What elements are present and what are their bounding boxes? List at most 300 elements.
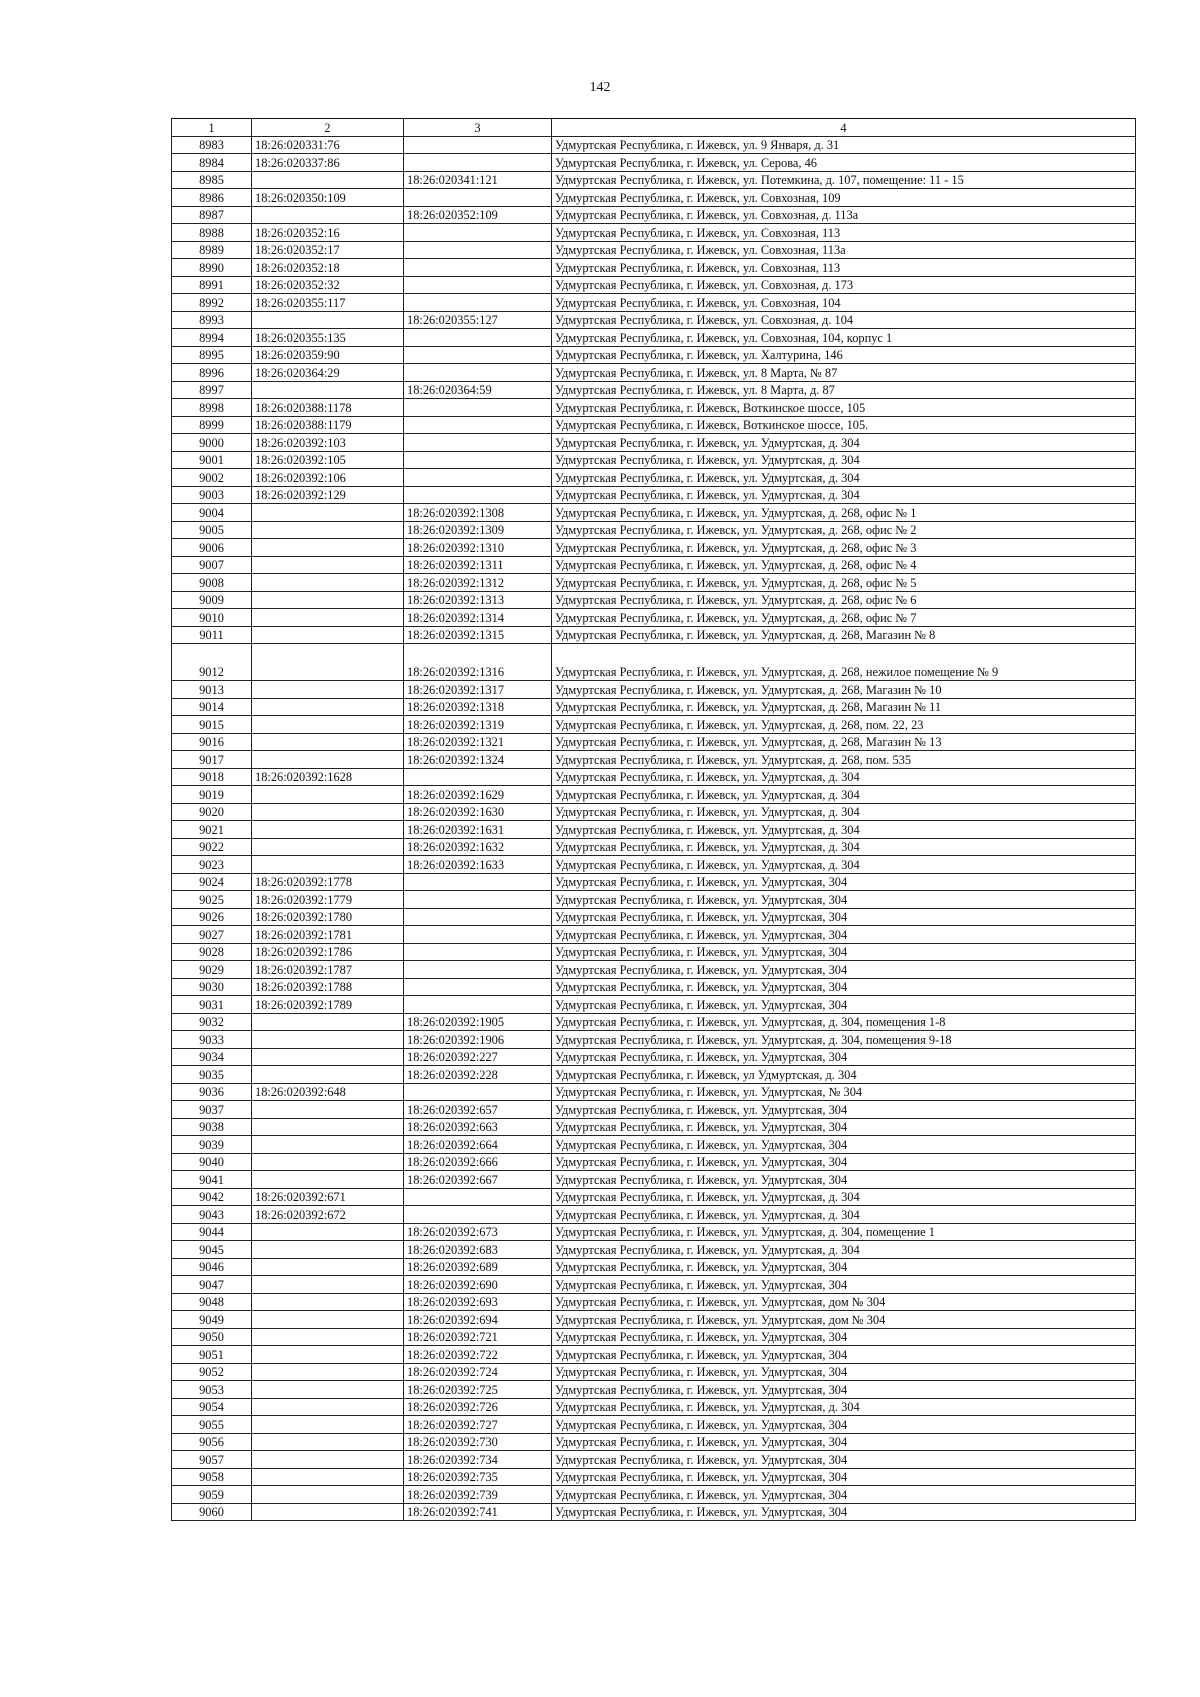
land-cadastral-number-cell: 18:26:020392:106 [252, 469, 404, 487]
row-number-cell: 8984 [172, 154, 252, 172]
table-row [172, 1398, 1136, 1416]
table-row [172, 1066, 1136, 1084]
building-cadastral-number-cell: 18:26:020392:663 [404, 1118, 552, 1136]
row-number-cell: 9023 [172, 856, 252, 874]
building-cadastral-number-cell: 18:26:020392:1315 [404, 626, 552, 644]
land-cadastral-number-cell: 18:26:020392:1779 [252, 891, 404, 909]
building-cadastral-number-cell [404, 996, 552, 1014]
land-cadastral-number-cell [252, 1153, 404, 1171]
table-row [172, 1293, 1136, 1311]
address-cell: Удмуртская Республика, г. Ижевск, ул. Удмуртская, д. 268, Магазин № 11 [552, 698, 1136, 716]
property-registry-table [171, 118, 1136, 1521]
land-cadastral-number-cell: 18:26:020392:1787 [252, 961, 404, 979]
land-cadastral-number-cell: 18:26:020392:1789 [252, 996, 404, 1014]
row-number-cell: 8990 [172, 259, 252, 277]
land-cadastral-number-cell [252, 1433, 404, 1451]
land-cadastral-number-cell [252, 644, 404, 681]
building-cadastral-number-cell [404, 224, 552, 242]
land-cadastral-number-cell [252, 1171, 404, 1189]
address-cell: Удмуртская Республика, г. Ижевск, ул. Удмуртская, дом № 304 [552, 1311, 1136, 1329]
table-row [172, 856, 1136, 874]
table-row [172, 1031, 1136, 1049]
row-number-cell: 9056 [172, 1433, 252, 1451]
address-cell: Удмуртская Республика, г. Ижевск, ул. Удмуртская, д. 268, пом. 535 [552, 751, 1136, 769]
address-cell: Удмуртская Республика, г. Ижевск, ул. Удмуртская, 304 [552, 1101, 1136, 1119]
land-cadastral-number-cell [252, 311, 404, 329]
table-row [172, 1241, 1136, 1259]
row-number-cell: 9035 [172, 1066, 252, 1084]
address-cell: Удмуртская Республика, г. Ижевск, ул. Удмуртская, 304 [552, 1153, 1136, 1171]
address-cell: Удмуртская Республика, г. Ижевск, ул. Удмуртская, 304 [552, 1276, 1136, 1294]
building-cadastral-number-cell: 18:26:020355:127 [404, 311, 552, 329]
address-cell: Удмуртская Республика, г. Ижевск, ул. Удмуртская, д. 304 [552, 856, 1136, 874]
land-cadastral-number-cell [252, 626, 404, 644]
land-cadastral-number-cell [252, 1048, 404, 1066]
table-row [172, 1223, 1136, 1241]
building-cadastral-number-cell: 18:26:020392:689 [404, 1258, 552, 1276]
building-cadastral-number-cell: 18:26:020392:667 [404, 1171, 552, 1189]
land-cadastral-number-cell: 18:26:020337:86 [252, 154, 404, 172]
land-cadastral-number-cell: 18:26:020388:1179 [252, 416, 404, 434]
land-cadastral-number-cell [252, 1066, 404, 1084]
row-number-cell: 9046 [172, 1258, 252, 1276]
building-cadastral-number-cell: 18:26:020392:1308 [404, 504, 552, 522]
row-number-cell: 9039 [172, 1136, 252, 1154]
table-row [172, 803, 1136, 821]
row-number-cell: 9017 [172, 751, 252, 769]
row-number-cell: 9040 [172, 1153, 252, 1171]
building-cadastral-number-cell: 18:26:020392:1318 [404, 698, 552, 716]
land-cadastral-number-cell [252, 1118, 404, 1136]
building-cadastral-number-cell [404, 259, 552, 277]
building-cadastral-number-cell [404, 469, 552, 487]
building-cadastral-number-cell: 18:26:020392:673 [404, 1223, 552, 1241]
table-row [172, 416, 1136, 434]
building-cadastral-number-cell [404, 154, 552, 172]
address-cell: Удмуртская Республика, г. Ижевск, ул. Удмуртская, д. 268, Магазин № 13 [552, 733, 1136, 751]
address-cell: Удмуртская Республика, г. Ижевск, ул. Удмуртская, 304 [552, 873, 1136, 891]
address-cell: Удмуртская Республика, г. Ижевск, ул. Совхозная, 104 [552, 294, 1136, 312]
building-cadastral-number-cell: 18:26:020392:1905 [404, 1013, 552, 1031]
row-number-cell: 9049 [172, 1311, 252, 1329]
row-number-cell: 9016 [172, 733, 252, 751]
row-number-cell: 9047 [172, 1276, 252, 1294]
building-cadastral-number-cell: 18:26:020392:1316 [404, 644, 552, 681]
building-cadastral-number-cell: 18:26:020392:1309 [404, 521, 552, 539]
land-cadastral-number-cell: 18:26:020355:135 [252, 329, 404, 347]
building-cadastral-number-cell: 18:26:020392:734 [404, 1451, 552, 1469]
table-row [172, 1048, 1136, 1066]
building-cadastral-number-cell: 18:26:020392:693 [404, 1293, 552, 1311]
land-cadastral-number-cell [252, 1223, 404, 1241]
address-cell: Удмуртская Республика, г. Ижевск, ул. Халтурина, 146 [552, 346, 1136, 364]
address-cell: Удмуртская Республика, г. Ижевск, ул. Удмуртская, д. 268, нежилое помещение № 9 [552, 644, 1136, 681]
building-cadastral-number-cell: 18:26:020392:1319 [404, 716, 552, 734]
row-number-cell: 9043 [172, 1206, 252, 1224]
address-cell: Удмуртская Республика, г. Ижевск, ул. Удмуртская, 304 [552, 1136, 1136, 1154]
land-cadastral-number-cell: 18:26:020364:29 [252, 364, 404, 382]
building-cadastral-number-cell: 18:26:020392:1317 [404, 681, 552, 699]
building-cadastral-number-cell: 18:26:020392:724 [404, 1363, 552, 1381]
address-cell: Удмуртская Республика, г. Ижевск, ул. Совхозная, 113 [552, 224, 1136, 242]
building-cadastral-number-cell [404, 346, 552, 364]
land-cadastral-number-cell: 18:26:020392:129 [252, 486, 404, 504]
land-cadastral-number-cell [252, 591, 404, 609]
address-cell: Удмуртская Республика, г. Ижевск, ул. Удмуртская, д. 268, офис № 4 [552, 556, 1136, 574]
table-row [172, 1328, 1136, 1346]
building-cadastral-number-cell: 18:26:020392:726 [404, 1398, 552, 1416]
address-cell: Удмуртская Республика, г. Ижевск, ул. Удмуртская, д. 304 [552, 1188, 1136, 1206]
building-cadastral-number-cell [404, 276, 552, 294]
column-header-1: 1 [172, 119, 252, 137]
building-cadastral-number-cell: 18:26:020392:1633 [404, 856, 552, 874]
address-cell: Удмуртская Республика, г. Ижевск, ул. Удмуртская, 304 [552, 943, 1136, 961]
building-cadastral-number-cell [404, 908, 552, 926]
row-number-cell: 8997 [172, 381, 252, 399]
row-number-cell: 9027 [172, 926, 252, 944]
land-cadastral-number-cell: 18:26:020352:17 [252, 241, 404, 259]
row-number-cell: 9015 [172, 716, 252, 734]
table-row [172, 154, 1136, 172]
row-number-cell: 9011 [172, 626, 252, 644]
table-row [172, 1346, 1136, 1364]
address-cell: Удмуртская Республика, г. Ижевск, ул. Удмуртская, д. 268, офис № 7 [552, 609, 1136, 627]
row-number-cell: 8992 [172, 294, 252, 312]
table-row [172, 609, 1136, 627]
row-number-cell: 9059 [172, 1486, 252, 1504]
building-cadastral-number-cell: 18:26:020392:741 [404, 1503, 552, 1521]
land-cadastral-number-cell [252, 1311, 404, 1329]
address-cell: Удмуртская Республика, г. Ижевск, ул. Удмуртская, 304 [552, 1381, 1136, 1399]
address-cell: Удмуртская Республика, г. Ижевск, ул. Удмуртская, д. 304, помещения 9-18 [552, 1031, 1136, 1049]
row-number-cell: 9060 [172, 1503, 252, 1521]
address-cell: Удмуртская Республика, г. Ижевск, ул. Совхозная, д. 173 [552, 276, 1136, 294]
land-cadastral-number-cell [252, 504, 404, 522]
row-number-cell: 9055 [172, 1416, 252, 1434]
address-cell: Удмуртская Республика, г. Ижевск, ул. Удмуртская, д. 304 [552, 486, 1136, 504]
address-cell: Удмуртская Республика, г. Ижевск, ул. Удмуртская, д. 268, Магазин № 8 [552, 626, 1136, 644]
address-cell: Удмуртская Республика, г. Ижевск, ул. Удмуртская, 304 [552, 1503, 1136, 1521]
building-cadastral-number-cell: 18:26:020392:228 [404, 1066, 552, 1084]
row-number-cell: 9014 [172, 698, 252, 716]
table-row [172, 978, 1136, 996]
table-row [172, 821, 1136, 839]
row-number-cell: 9042 [172, 1188, 252, 1206]
table-row [172, 1206, 1136, 1224]
building-cadastral-number-cell [404, 1083, 552, 1101]
row-number-cell: 9044 [172, 1223, 252, 1241]
page-number: 142 [589, 80, 611, 95]
row-number-cell: 8987 [172, 206, 252, 224]
row-number-cell: 9003 [172, 486, 252, 504]
address-cell: Удмуртская Республика, г. Ижевск, ул. Удмуртская, 304 [552, 978, 1136, 996]
land-cadastral-number-cell [252, 381, 404, 399]
table-row [172, 1136, 1136, 1154]
table-row [172, 1188, 1136, 1206]
land-cadastral-number-cell [252, 1031, 404, 1049]
land-cadastral-number-cell [252, 1013, 404, 1031]
row-number-cell: 9010 [172, 609, 252, 627]
address-cell: Удмуртская Республика, г. Ижевск, ул. Удмуртская, д. 304 [552, 451, 1136, 469]
address-cell: Удмуртская Республика, г. Ижевск, ул. Удмуртская, д. 268, офис № 3 [552, 539, 1136, 557]
building-cadastral-number-cell [404, 294, 552, 312]
land-cadastral-number-cell [252, 1346, 404, 1364]
address-cell: Удмуртская Республика, г. Ижевск, ул. Совхозная, 113 [552, 259, 1136, 277]
building-cadastral-number-cell [404, 451, 552, 469]
table-header [172, 119, 1136, 137]
table-row [172, 943, 1136, 961]
row-number-cell: 9032 [172, 1013, 252, 1031]
address-cell: Удмуртская Республика, г. Ижевск, ул. Удмуртская, д. 304, помещение 1 [552, 1223, 1136, 1241]
building-cadastral-number-cell [404, 1188, 552, 1206]
row-number-cell: 9002 [172, 469, 252, 487]
row-number-cell: 8983 [172, 136, 252, 154]
land-cadastral-number-cell: 18:26:020352:32 [252, 276, 404, 294]
building-cadastral-number-cell [404, 873, 552, 891]
address-cell: Удмуртская Республика, г. Ижевск, ул. Удмуртская, 304 [552, 1468, 1136, 1486]
table-row [172, 276, 1136, 294]
address-cell: Удмуртская Республика, г. Ижевск, ул. Удмуртская, 304 [552, 926, 1136, 944]
land-cadastral-number-cell: 18:26:020350:109 [252, 189, 404, 207]
building-cadastral-number-cell [404, 241, 552, 259]
table-row [172, 733, 1136, 751]
address-cell: Удмуртская Республика, г. Ижевск, ул. Удмуртская, 304 [552, 1118, 1136, 1136]
building-cadastral-number-cell: 18:26:020392:1310 [404, 539, 552, 557]
building-cadastral-number-cell: 18:26:020392:739 [404, 1486, 552, 1504]
table-row [172, 486, 1136, 504]
building-cadastral-number-cell: 18:26:020392:664 [404, 1136, 552, 1154]
land-cadastral-number-cell [252, 556, 404, 574]
address-cell: Удмуртская Республика, г. Ижевск, ул. Удмуртская, 304 [552, 961, 1136, 979]
table-row [172, 259, 1136, 277]
building-cadastral-number-cell [404, 364, 552, 382]
building-cadastral-number-cell: 18:26:020392:1321 [404, 733, 552, 751]
row-number-cell: 9006 [172, 539, 252, 557]
row-number-cell: 8986 [172, 189, 252, 207]
building-cadastral-number-cell: 18:26:020392:721 [404, 1328, 552, 1346]
table-row [172, 224, 1136, 242]
table-row [172, 1416, 1136, 1434]
table-row [172, 364, 1136, 382]
land-cadastral-number-cell [252, 574, 404, 592]
row-number-cell: 9034 [172, 1048, 252, 1066]
land-cadastral-number-cell [252, 803, 404, 821]
address-cell: Удмуртская Республика, г. Ижевск, ул. Удмуртская, д. 304 [552, 838, 1136, 856]
building-cadastral-number-cell: 18:26:020392:725 [404, 1381, 552, 1399]
land-cadastral-number-cell [252, 1416, 404, 1434]
table-row [172, 1468, 1136, 1486]
building-cadastral-number-cell: 18:26:020392:657 [404, 1101, 552, 1119]
column-header-4: 4 [552, 119, 1136, 137]
row-number-cell: 9048 [172, 1293, 252, 1311]
row-number-cell: 9054 [172, 1398, 252, 1416]
row-number-cell: 9009 [172, 591, 252, 609]
row-number-cell: 9020 [172, 803, 252, 821]
row-number-cell: 9052 [172, 1363, 252, 1381]
address-cell: Удмуртская Республика, г. Ижевск, ул. Совхозная, 113а [552, 241, 1136, 259]
table-row [172, 171, 1136, 189]
address-cell: Удмуртская Республика, г. Ижевск, ул. Совхозная, 104, корпус 1 [552, 329, 1136, 347]
building-cadastral-number-cell [404, 486, 552, 504]
address-cell: Удмуртская Республика, г. Ижевск, ул. Удмуртская, д. 268, офис № 2 [552, 521, 1136, 539]
building-cadastral-number-cell: 18:26:020364:59 [404, 381, 552, 399]
table-row [172, 574, 1136, 592]
address-cell: Удмуртская Республика, г. Ижевск, Воткинское шоссе, 105. [552, 416, 1136, 434]
table-row [172, 1503, 1136, 1521]
land-cadastral-number-cell: 18:26:020352:16 [252, 224, 404, 242]
table-row [172, 1013, 1136, 1031]
land-cadastral-number-cell [252, 1468, 404, 1486]
address-cell: Удмуртская Республика, г. Ижевск, ул. Удмуртская, 304 [552, 996, 1136, 1014]
address-cell: Удмуртская Республика, г. Ижевск, ул. Удмуртская, 304 [552, 1346, 1136, 1364]
column-header-3: 3 [404, 119, 552, 137]
table-row [172, 838, 1136, 856]
table-row [172, 873, 1136, 891]
row-number-cell: 9007 [172, 556, 252, 574]
table-row [172, 1153, 1136, 1171]
land-cadastral-number-cell: 18:26:020331:76 [252, 136, 404, 154]
land-cadastral-number-cell [252, 1293, 404, 1311]
building-cadastral-number-cell [404, 416, 552, 434]
row-number-cell: 9037 [172, 1101, 252, 1119]
table-row [172, 1311, 1136, 1329]
row-number-cell: 8985 [172, 171, 252, 189]
row-number-cell: 9000 [172, 434, 252, 452]
row-number-cell: 9033 [172, 1031, 252, 1049]
land-cadastral-number-cell: 18:26:020392:1781 [252, 926, 404, 944]
table-row [172, 1433, 1136, 1451]
building-cadastral-number-cell [404, 189, 552, 207]
row-number-cell: 8998 [172, 399, 252, 417]
address-cell: Удмуртская Республика, г. Ижевск, ул. 8 Марта, д. 87 [552, 381, 1136, 399]
table-row [172, 136, 1136, 154]
table-row [172, 1381, 1136, 1399]
land-cadastral-number-cell [252, 539, 404, 557]
row-number-cell: 8989 [172, 241, 252, 259]
address-cell: Удмуртская Республика, г. Ижевск, ул. Удмуртская, 304 [552, 891, 1136, 909]
building-cadastral-number-cell: 18:26:020392:1629 [404, 786, 552, 804]
address-cell: Удмуртская Республика, г. Ижевск, ул. Удмуртская, 304 [552, 1328, 1136, 1346]
address-cell: Удмуртская Республика, г. Ижевск, ул. Удмуртская, д. 304 [552, 434, 1136, 452]
address-cell: Удмуртская Республика, г. Ижевск, Воткинское шоссе, 105 [552, 399, 1136, 417]
table-row [172, 434, 1136, 452]
table-row [172, 294, 1136, 312]
land-cadastral-number-cell [252, 206, 404, 224]
land-cadastral-number-cell [252, 1328, 404, 1346]
table-body [172, 136, 1136, 1521]
land-cadastral-number-cell [252, 1451, 404, 1469]
land-cadastral-number-cell [252, 1136, 404, 1154]
row-number-cell: 9012 [172, 644, 252, 681]
building-cadastral-number-cell: 18:26:020392:690 [404, 1276, 552, 1294]
row-number-cell: 9038 [172, 1118, 252, 1136]
address-cell: Удмуртская Республика, г. Ижевск, ул. Удмуртская, д. 304 [552, 768, 1136, 786]
table-row [172, 891, 1136, 909]
table-row [172, 1486, 1136, 1504]
address-cell: Удмуртская Республика, г. Ижевск, ул. Удмуртская, дом № 304 [552, 1293, 1136, 1311]
land-cadastral-number-cell: 18:26:020388:1178 [252, 399, 404, 417]
building-cadastral-number-cell: 18:26:020392:1630 [404, 803, 552, 821]
table-row [172, 1276, 1136, 1294]
building-cadastral-number-cell: 18:26:020392:683 [404, 1241, 552, 1259]
address-cell: Удмуртская Республика, г. Ижевск, ул. Удмуртская, 304 [552, 908, 1136, 926]
land-cadastral-number-cell: 18:26:020392:671 [252, 1188, 404, 1206]
land-cadastral-number-cell: 18:26:020392:1780 [252, 908, 404, 926]
table-row [172, 1171, 1136, 1189]
row-number-cell: 9036 [172, 1083, 252, 1101]
address-cell: Удмуртская Республика, г. Ижевск, ул. Удмуртская, д. 304 [552, 1206, 1136, 1224]
row-number-cell: 9024 [172, 873, 252, 891]
row-number-cell: 8999 [172, 416, 252, 434]
building-cadastral-number-cell [404, 399, 552, 417]
row-number-cell: 9025 [172, 891, 252, 909]
address-cell: Удмуртская Республика, г. Ижевск, ул. Удмуртская, 304 [552, 1363, 1136, 1381]
table-row [172, 329, 1136, 347]
building-cadastral-number-cell: 18:26:020341:121 [404, 171, 552, 189]
land-cadastral-number-cell: 18:26:020359:90 [252, 346, 404, 364]
row-number-cell: 9029 [172, 961, 252, 979]
table-row [172, 768, 1136, 786]
address-cell: Удмуртская Республика, г. Ижевск, ул. Потемкина, д. 107, помещение: 11 - 15 [552, 171, 1136, 189]
table-row [172, 786, 1136, 804]
building-cadastral-number-cell [404, 961, 552, 979]
row-number-cell: 8994 [172, 329, 252, 347]
table-row [172, 996, 1136, 1014]
table-row [172, 1118, 1136, 1136]
row-number-cell: 9057 [172, 1451, 252, 1469]
building-cadastral-number-cell: 18:26:020392:1311 [404, 556, 552, 574]
land-cadastral-number-cell [252, 821, 404, 839]
address-cell: Удмуртская Республика, г. Ижевск, ул. Совхозная, д. 113а [552, 206, 1136, 224]
land-cadastral-number-cell [252, 856, 404, 874]
address-cell: Удмуртская Республика, г. Ижевск, ул. Удмуртская, д. 304 [552, 1241, 1136, 1259]
land-cadastral-number-cell [252, 1503, 404, 1521]
building-cadastral-number-cell: 18:26:020392:730 [404, 1433, 552, 1451]
table-row [172, 381, 1136, 399]
table-row [172, 399, 1136, 417]
address-cell: Удмуртская Республика, г. Ижевск, ул. Удмуртская, д. 304 [552, 786, 1136, 804]
building-cadastral-number-cell: 18:26:020392:1906 [404, 1031, 552, 1049]
row-number-cell: 9005 [172, 521, 252, 539]
table-row [172, 189, 1136, 207]
building-cadastral-number-cell: 18:26:020392:694 [404, 1311, 552, 1329]
table-row [172, 1258, 1136, 1276]
land-cadastral-number-cell [252, 786, 404, 804]
table-row [172, 716, 1136, 734]
address-cell: Удмуртская Республика, г. Ижевск, ул. Удмуртская, д. 268, офис № 1 [552, 504, 1136, 522]
row-number-cell: 9001 [172, 451, 252, 469]
row-number-cell: 9051 [172, 1346, 252, 1364]
land-cadastral-number-cell [252, 609, 404, 627]
table-row [172, 626, 1136, 644]
land-cadastral-number-cell: 18:26:020392:672 [252, 1206, 404, 1224]
address-cell: Удмуртская Республика, г. Ижевск, ул. Удмуртская, 304 [552, 1451, 1136, 1469]
table-row [172, 681, 1136, 699]
building-cadastral-number-cell: 18:26:020392:1324 [404, 751, 552, 769]
address-cell: Удмуртская Республика, г. Ижевск, ул. Удмуртская, 304 [552, 1433, 1136, 1451]
address-cell: Удмуртская Республика, г. Ижевск, ул. Удмуртская, 304 [552, 1048, 1136, 1066]
table-row [172, 1363, 1136, 1381]
building-cadastral-number-cell: 18:26:020392:727 [404, 1416, 552, 1434]
address-cell: Удмуртская Республика, г. Ижевск, ул. Удмуртская, д. 268, офис № 6 [552, 591, 1136, 609]
building-cadastral-number-cell [404, 329, 552, 347]
column-header-2: 2 [252, 119, 404, 137]
address-cell: Удмуртская Республика, г. Ижевск, ул. Удмуртская, д. 268, пом. 22, 23 [552, 716, 1136, 734]
table-row [172, 1101, 1136, 1119]
table-row [172, 698, 1136, 716]
table-row [172, 469, 1136, 487]
land-cadastral-number-cell [252, 1398, 404, 1416]
